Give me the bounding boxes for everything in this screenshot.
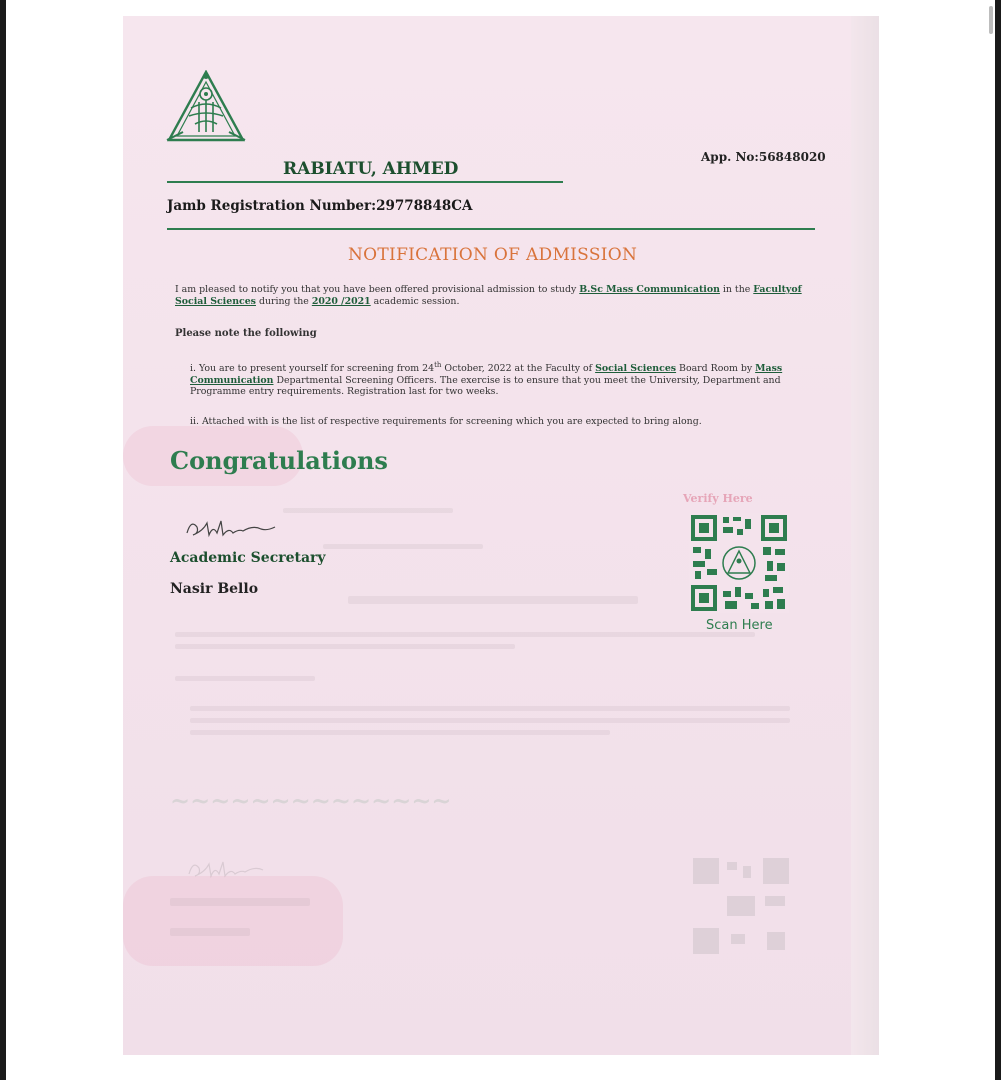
bleed-through-signature [185, 854, 285, 882]
bleed-through-text [190, 718, 790, 723]
note-heading: Please note the following [175, 328, 317, 339]
faculty-link: Social Sciences [595, 363, 677, 375]
document-title: NOTIFICATION OF ADMISSION [348, 245, 638, 265]
session-link: 2020 /2021 [311, 296, 371, 307]
stain [123, 876, 343, 966]
bleed-through-text [190, 706, 790, 711]
signatory-role: Academic Secretary [170, 550, 326, 566]
screening-instruction: i. You are to present yourself for screening from 24th October, 2022 at the Faculty of Social Sciences Board Room by Mass Communication Departmental Screening Officers. The exercise is to ensure that you meet the University, Department and Programme entry requirements. Registration last for two weeks. [190, 361, 783, 398]
bleed-through-text [175, 644, 515, 649]
programme-link: B.Sc Mass Communication [579, 284, 720, 295]
congratulations-heading: Congratulations [170, 446, 388, 475]
viewer-right-border [995, 0, 1001, 1080]
bleed-through-heading: ~~~~~~~~~~~~~~ [170, 786, 452, 815]
divider [167, 228, 815, 230]
bleed-through-text [323, 544, 483, 549]
scan-here-label: Scan Here [706, 618, 773, 633]
divider [167, 181, 563, 183]
university-crest-icon [165, 70, 247, 144]
bleed-through-text [190, 730, 610, 735]
viewer-left-border [0, 0, 6, 1080]
bleed-through-text [283, 508, 453, 513]
bleed-through-text [175, 632, 755, 637]
department-link: Mass Communication [190, 363, 783, 386]
admission-letter-page [123, 16, 879, 1055]
requirements-instruction: ii. Attached with is the list of respective requirements for screening which you are expected to bring along. [190, 416, 702, 427]
application-number: App. No:56848020 [701, 150, 826, 164]
bleed-through-qr [691, 856, 791, 956]
qr-code-icon[interactable] [689, 513, 789, 613]
bleed-through-text [170, 898, 310, 906]
scrollbar-thumb[interactable] [989, 6, 993, 34]
signatory-name: Nasir Bello [170, 581, 259, 597]
bleed-through-text [348, 596, 638, 604]
paper-edge-shadow [851, 16, 879, 1055]
bleed-through-text [170, 928, 250, 936]
signature-image [183, 513, 283, 541]
bleed-through-text [175, 676, 315, 681]
applicant-name: RABIATU, AHMED [283, 159, 459, 179]
jamb-registration-number: Jamb Registration Number:29778848CA [167, 198, 473, 214]
admission-paragraph: I am pleased to notify you that you have been offered provisional admission to study B.Sc Mass Communication in the Facultyof Social Sciences during the 2020 /2021 academic session. [175, 284, 802, 307]
faculty-link: Facultyof Social Sciences [175, 284, 802, 307]
verify-label: Verify Here [683, 492, 753, 505]
